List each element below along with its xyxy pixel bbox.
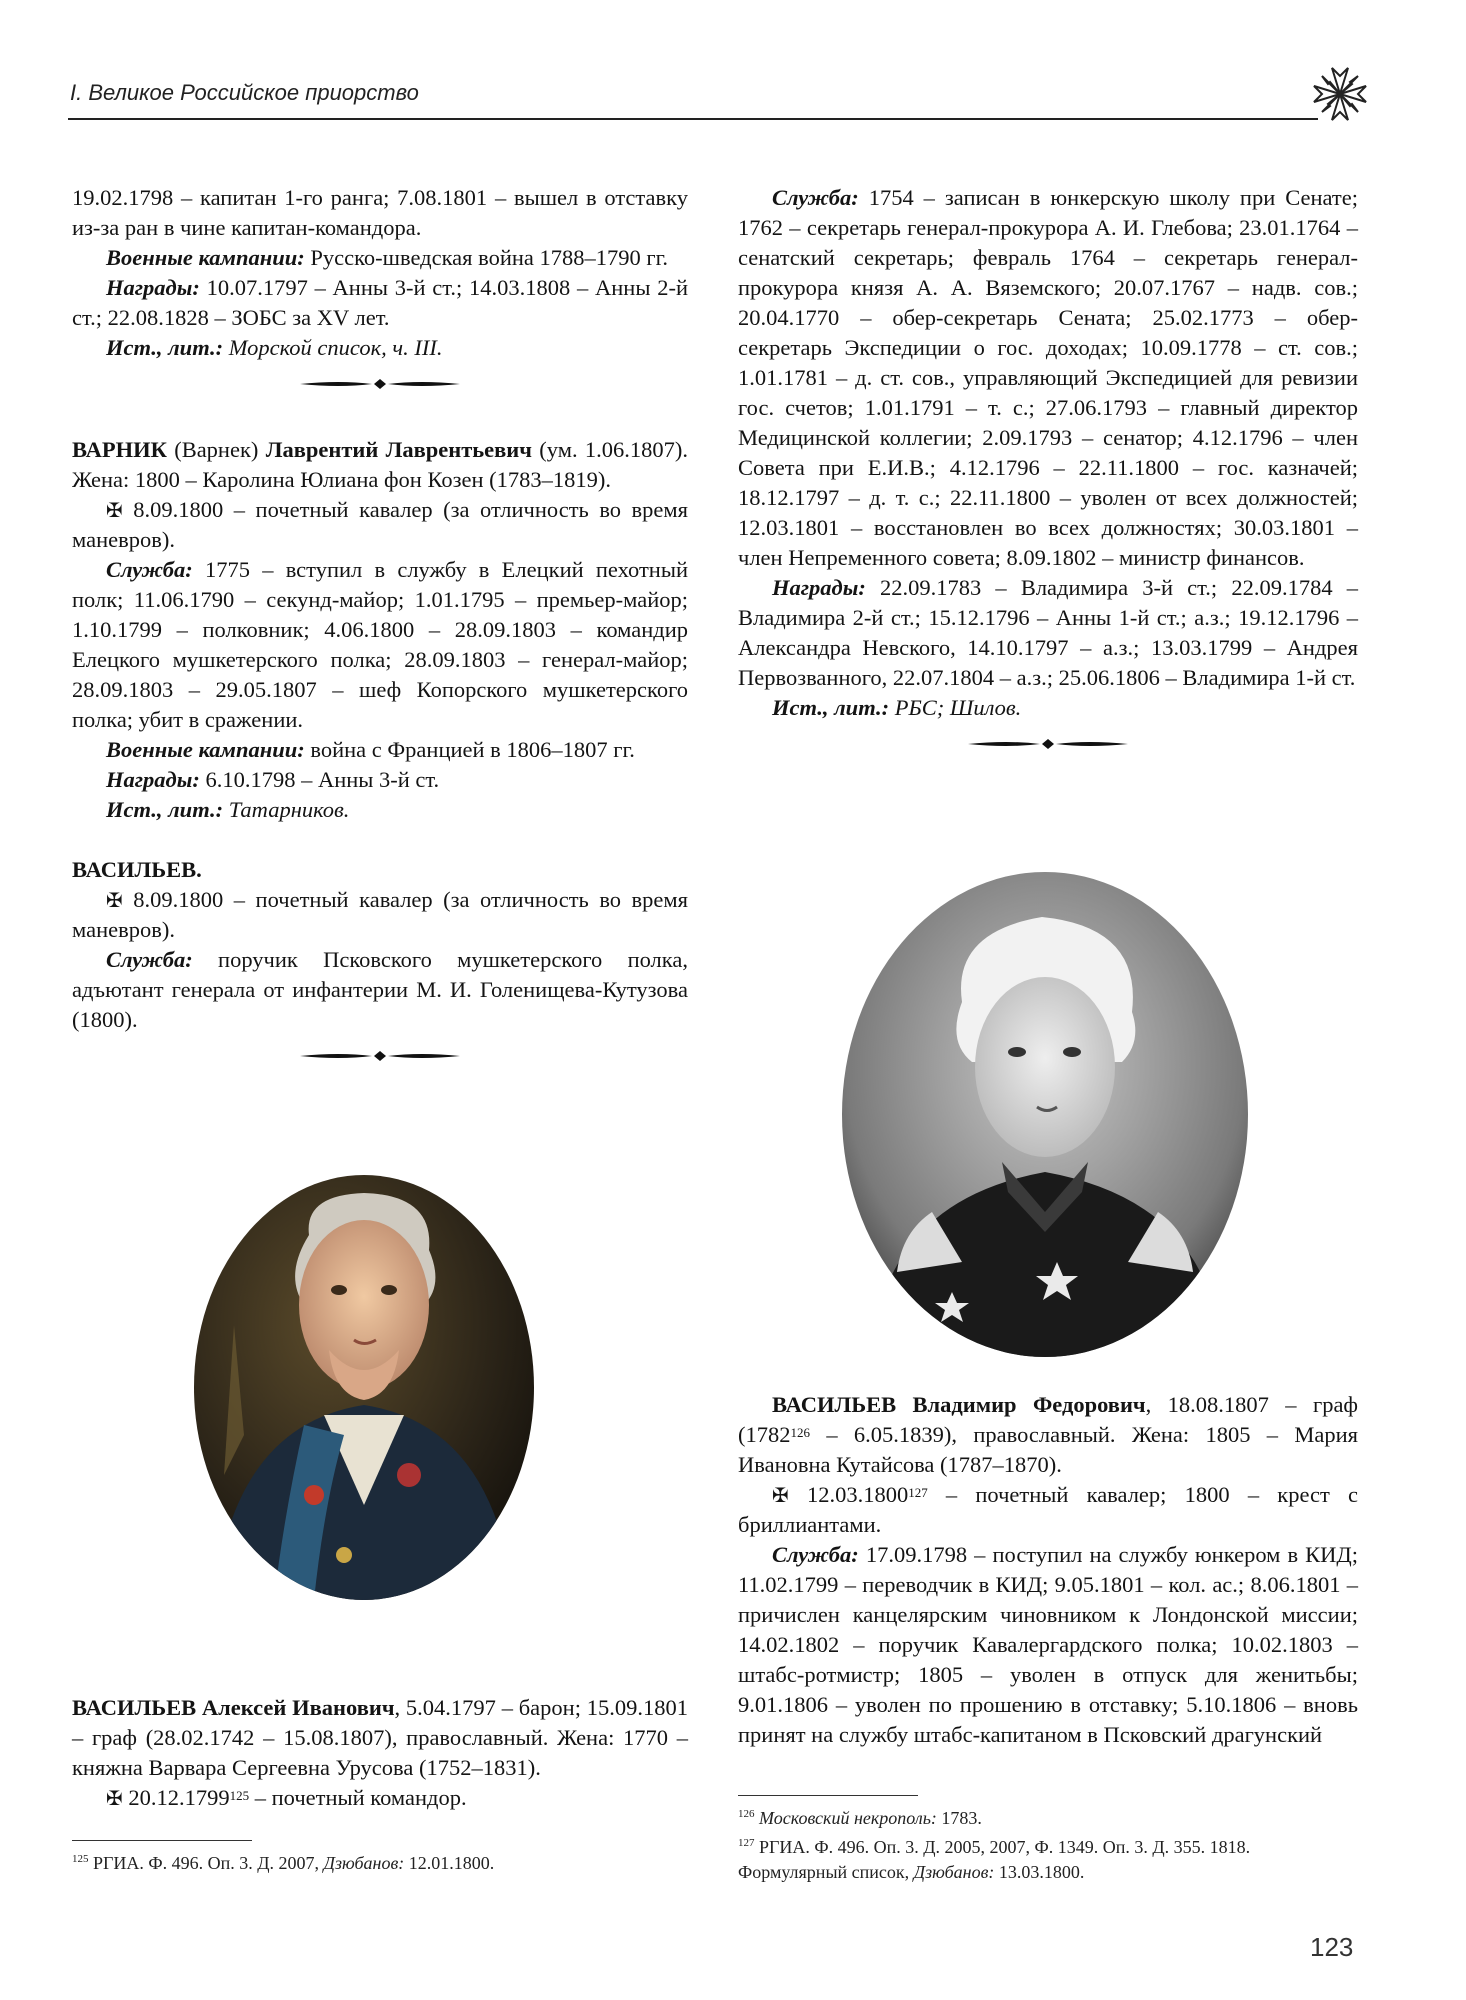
portrait-vladimir-vasiliev xyxy=(842,872,1248,1357)
right-column-lower xyxy=(738,1390,1358,1750)
entry-vladimir-service: Служба: 17.09.1798 – поступил на службу юнкером в КИД; 11.02.1799 – переводчик в КИД; 9.05.1801 – кол. ас.; 8.06.1801 – причислен канцелярским чиновником к Лондонской миссии; 14.02.1802 – поручик Кавалергардского полка; 10.02.1803 – штабс-ротмистр; 1805 – уволен в отпуск для женитьбы; 9.01.1806 – уволен по прошению в отставку; 5.10.1806 – вновь принят на службу штабс-капитаном в Псковский драгунский xyxy=(738,1542,1358,1747)
divider-ornament xyxy=(300,377,460,391)
footnotes-right xyxy=(738,1795,1358,1885)
portrait-aleksei-vasiliev xyxy=(194,1175,534,1600)
left-column-lower xyxy=(72,1693,688,1813)
footnote-ref: 127 xyxy=(908,1485,928,1500)
entry-vasiliev-title: ВАСИЛЬЕВ. xyxy=(72,857,202,882)
continued-sources-right: Ист., лит.: РБС; Шилов. xyxy=(772,695,1022,720)
footnote-125: $^{125}$ РГИА. Ф. 496. Оп. 3. Д. 2007, Дзюбанов: 12.01.1800. xyxy=(72,1853,495,1873)
entry-vladimir-intro: ВАСИЛЬЕВ Владимир Федорович, 18.08.1807 – граф (1782$^{126}$ – 6.05.1839), православный. Жена: 1805 – Мария Ивановна Кутайсова (1787–1870). xyxy=(738,1392,1359,1477)
running-header: I. Великое Российское приорство xyxy=(70,80,419,105)
maltese-cross-icon: ✠ xyxy=(106,888,123,912)
continued-sources: Ист., лит.: Морской список, ч. III. xyxy=(106,335,443,360)
right-column xyxy=(738,183,1358,765)
entry-varnik-honor: ✠ 8.09.1800 – почетный кавалер (за отличность во время маневров). xyxy=(72,497,688,552)
continued-campaigns: Военные кампании: Русско-шведская война 1788–1790 гг. xyxy=(106,245,668,270)
footnote-127: $^{127}$ РГИА. Ф. 496. Оп. 3. Д. 2005, 2007, Ф. 1349. Оп. 3. Д. 355. 1818. Формулярный список, Дзюбанов: 13.03.1800. xyxy=(738,1837,1251,1882)
maltese-cross-icon: ✠ xyxy=(106,1786,123,1810)
footnote-ref: 125 xyxy=(229,1788,250,1803)
continued-entry-text: 19.02.1798 – капитан 1-го ранга; 7.08.1801 – вышел в отставку из-за ран в чине капитан-командора. xyxy=(72,185,688,240)
divider-ornament xyxy=(300,1049,460,1063)
entry-varnik-awards: Награды: 6.10.1798 – Анны 3-й ст. xyxy=(106,767,440,792)
entry-varnik-campaigns: Военные кампании: война с Францией в 1806–1807 гг. xyxy=(106,737,635,762)
entry-vasiliev-honor: ✠ 8.09.1800 – почетный кавалер (за отличность во время маневров). xyxy=(72,887,688,942)
footnotes-left xyxy=(72,1840,688,1876)
entry-varnik-sources: Ист., лит.: Татарников. xyxy=(106,797,350,822)
footnote-rule xyxy=(72,1840,252,1841)
footnote-ref: 126 xyxy=(790,1425,810,1440)
continued-service: Служба: 1754 – записан в юнкерскую школу при Сенате; 1762 – секретарь генерал-прокурора А. И. Глебова; 23.01.1764 – сенатский секретарь; февраль 1764 – секретарь генерал-прокурора князя А. А. Вяземского; 20.07.1767 – надв. сов.; 20.04.1770 – обер-секретарь Сената; 25.02.1773 – обер-секретарь Экспедиции о гос. доходах; 10.09.1778 – ст. сов.; 1.01.1781 – д. ст. сов., управляющий Экспедицией для ревизии гос. счетов; 1.01.1791 – т. с.; 27.06.1793 – главный директор Медицинской коллегии; 2.09.1793 – сенатор; 4.12.1796 – член Совета при Е.И.В.; 4.12.1796 – 22.11.1800 – гос. казначей; 18.12.1797 – д. т. с.; 22.11.1800 – уволен от всех должностей; 12.03.1801 – восстановлен во всех должностях; 30.03.1801 – член Непременного совета; 8.09.1802 – министр финансов. xyxy=(738,185,1358,570)
entry-aleksei-intro: ВАСИЛЬЕВ Алексей Иванович, 5.04.1797 – барон; 15.09.1801 – граф (28.02.1742 – 15.08.1807), православный. Жена: 1770 – княжна Варвара Сергеевна Урусова (1752–1831). xyxy=(72,1695,688,1780)
entry-vladimir-honor: ✠ 12.03.1800$^{127}$ – почетный кавалер; 1800 – крест с бриллиантами. xyxy=(738,1482,1358,1537)
entry-varnik-service: Служба: 1775 – вступил в службу в Елецкий пехотный полк; 11.06.1790 – секунд-майор; 1.01.1795 – премьер-майор; 1.10.1799 – полковник; 4.06.1800 – 28.09.1803 – командир Елецкого мушкетерского полка; 28.09.1803 – генерал-майор; 28.09.1803 – 29.05.1807 – шеф Копорского мушкетерского полка; убит в сражении. xyxy=(72,557,688,732)
entry-vasiliev-service: Служба: поручик Псковского мушкетерского полка, адъютант генерала от инфантерии М. И. Голенищева-Кутузова (1800). xyxy=(72,947,688,1032)
entry-aleksei-honor: ✠ 20.12.1799$^{125}$ – почетный командор. xyxy=(106,1785,467,1810)
entry-varnik-intro: ВАРНИК (Варнек) Лаврентий Лаврентьевич (ум. 1.06.1807). Жена: 1800 – Каролина Юлиана фон Козен (1783–1819). xyxy=(72,437,688,492)
maltese-cross-icon: ✠ xyxy=(772,1483,789,1507)
maltese-cross-icon: ✠ xyxy=(106,498,123,522)
continued-awards: Награды: 10.07.1797 – Анны 3-й ст.; 14.03.1808 – Анны 2-й ст.; 22.08.1828 – ЗОБС за XV лет. xyxy=(72,275,688,330)
header-rule xyxy=(68,118,1318,120)
divider-ornament xyxy=(968,737,1128,751)
left-column xyxy=(72,183,688,1077)
footnote-126: $^{126}$ Московский некрополь: 1783. xyxy=(738,1808,982,1828)
continued-awards-right: Награды: 22.09.1783 – Владимира 3-й ст.; 22.09.1784 – Владимира 2-й ст.; 15.12.1796 – Анны 1-й ст.; а.з.; 19.12.1796 – Александра Невского, 14.10.1797 – а.з.; 13.03.1799 – Андрея Первозванного, 22.07.1804 – а.з.; 25.06.1806 – Владимира 1-й ст. xyxy=(738,575,1358,690)
page-number: 123 xyxy=(1310,1932,1354,1962)
footnote-rule xyxy=(738,1795,918,1796)
maltese-cross-icon xyxy=(1308,62,1372,126)
